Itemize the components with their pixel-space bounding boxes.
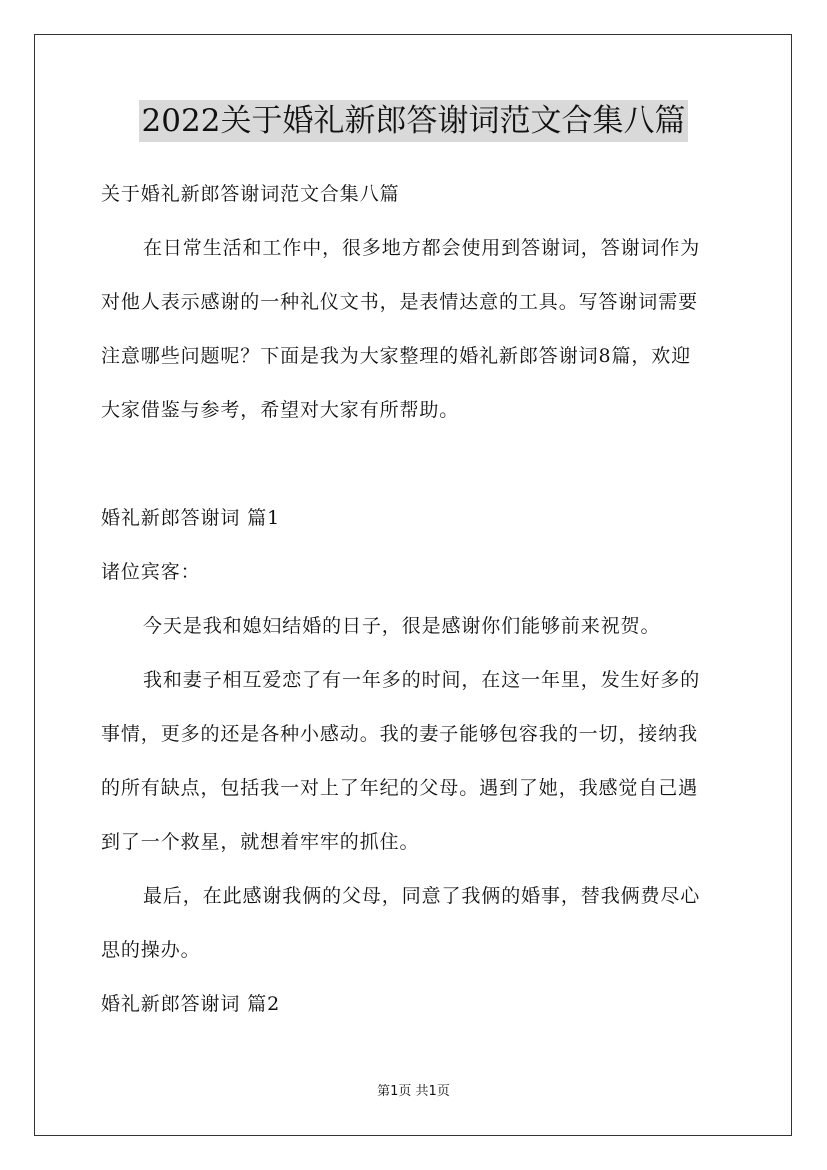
paragraph-line: 最后，在此感谢我俩的父母，同意了我俩的婚事，替我俩费尽心 (143, 885, 701, 907)
page-footer: 第1页 共1页 (377, 1084, 450, 1099)
greeting-line: 诸位宾客： (101, 561, 201, 583)
paragraph-line: 在日常生活和工作中，很多地方都会使用到答谢词，答谢词作为 (143, 237, 701, 259)
section-heading: 婚礼新郎答谢词 篇1 (101, 507, 281, 529)
subtitle-line: 关于婚礼新郎答谢词范文合集八篇 (101, 183, 400, 205)
document-title: 2022关于婚礼新郎答谢词范文合集八篇 (139, 100, 689, 142)
paragraph-line: 到了一个救星，就想着牢牢的抓住。 (101, 831, 420, 853)
paragraph-line: 对他人表示感谢的一种礼仪文书，是表情达意的工具。写答谢词需要 (101, 291, 699, 313)
paragraph-line: 的所有缺点，包括我一对上了年纪的父母。遇到了她，我感觉自己遇 (101, 777, 699, 799)
paragraph-line: 我和妻子相互爱恋了有一年多的时间，在这一年里，发生好多的 (143, 669, 701, 691)
paragraph-line: 思的操办。 (101, 939, 201, 961)
paragraph-line: 事情，更多的还是各种小感动。我的妻子能够包容我的一切，接纳我 (101, 723, 699, 745)
paragraph-line: 大家借鉴与参考，希望对大家有所帮助。 (101, 399, 460, 421)
paragraph-line: 今天是我和媳妇结婚的日子，很是感谢你们能够前来祝贺。 (143, 615, 661, 637)
section-heading: 婚礼新郎答谢词 篇2 (101, 993, 281, 1015)
paragraph-line: 注意哪些问题呢？下面是我为大家整理的婚礼新郎答谢词8篇，欢迎 (101, 345, 692, 367)
title-container (0, 100, 827, 142)
